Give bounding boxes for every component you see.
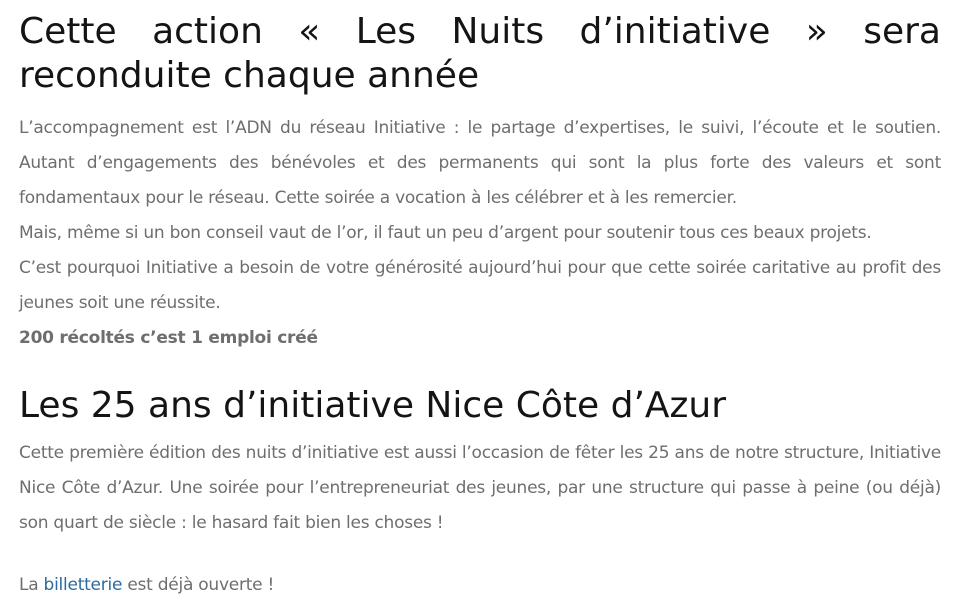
highlight-emploi: 200 récoltés c’est 1 emploi créé bbox=[19, 328, 318, 348]
billetterie-suffix: est déjà ouverte ! bbox=[122, 575, 275, 595]
billetterie-prefix: La bbox=[19, 575, 44, 595]
paragraph-premiere-edition: Cette première édition des nuits d’initiative est aussi l’occasion de fêter les 25 ans de notre structure, Initiative Nice Côte d’Azur. Une soirée pour l’entrepreneuriat des jeunes, par une structure qui passe à peine (ou déjà) son quart de siècle : le hasard fait bien les choses ! bbox=[19, 443, 941, 533]
section-body-nuits bbox=[19, 111, 941, 356]
paragraph-generosite: C’est pourquoi Initiative a besoin de votre générosité aujourd’hui pour que cette soirée caritative au profit des jeunes soit une réussite. bbox=[19, 258, 941, 313]
billetterie-link[interactable]: billetterie bbox=[43, 575, 123, 595]
paragraph-accompagnement: L’accompagnement est l’ADN du réseau Initiative : le partage d’expertises, le suivi, l’écoute et le soutien. Autant d’engagements des bénévoles et des permanents qui sont la plus forte des valeurs et sont fondamentaux pour le réseau. Cette soirée a vocation à les célébrer et à les remercier. bbox=[19, 118, 941, 208]
paragraph-conseil: Mais, même si un bon conseil vaut de l’or, il faut un peu d’argent pour soutenir tous ces beaux projets. bbox=[19, 223, 872, 243]
section-heading-25-ans: Les 25 ans d’initiative Nice Côte d’Azur bbox=[19, 385, 727, 426]
paragraph-spacer bbox=[19, 541, 941, 568]
section-heading-nuits: Cette action « Les Nuits d’initiative » sera reconduite chaque année bbox=[19, 11, 941, 96]
section-body-25-ans bbox=[19, 436, 941, 603]
article-content bbox=[19, 0, 941, 603]
paragraph-billetterie bbox=[19, 568, 941, 603]
